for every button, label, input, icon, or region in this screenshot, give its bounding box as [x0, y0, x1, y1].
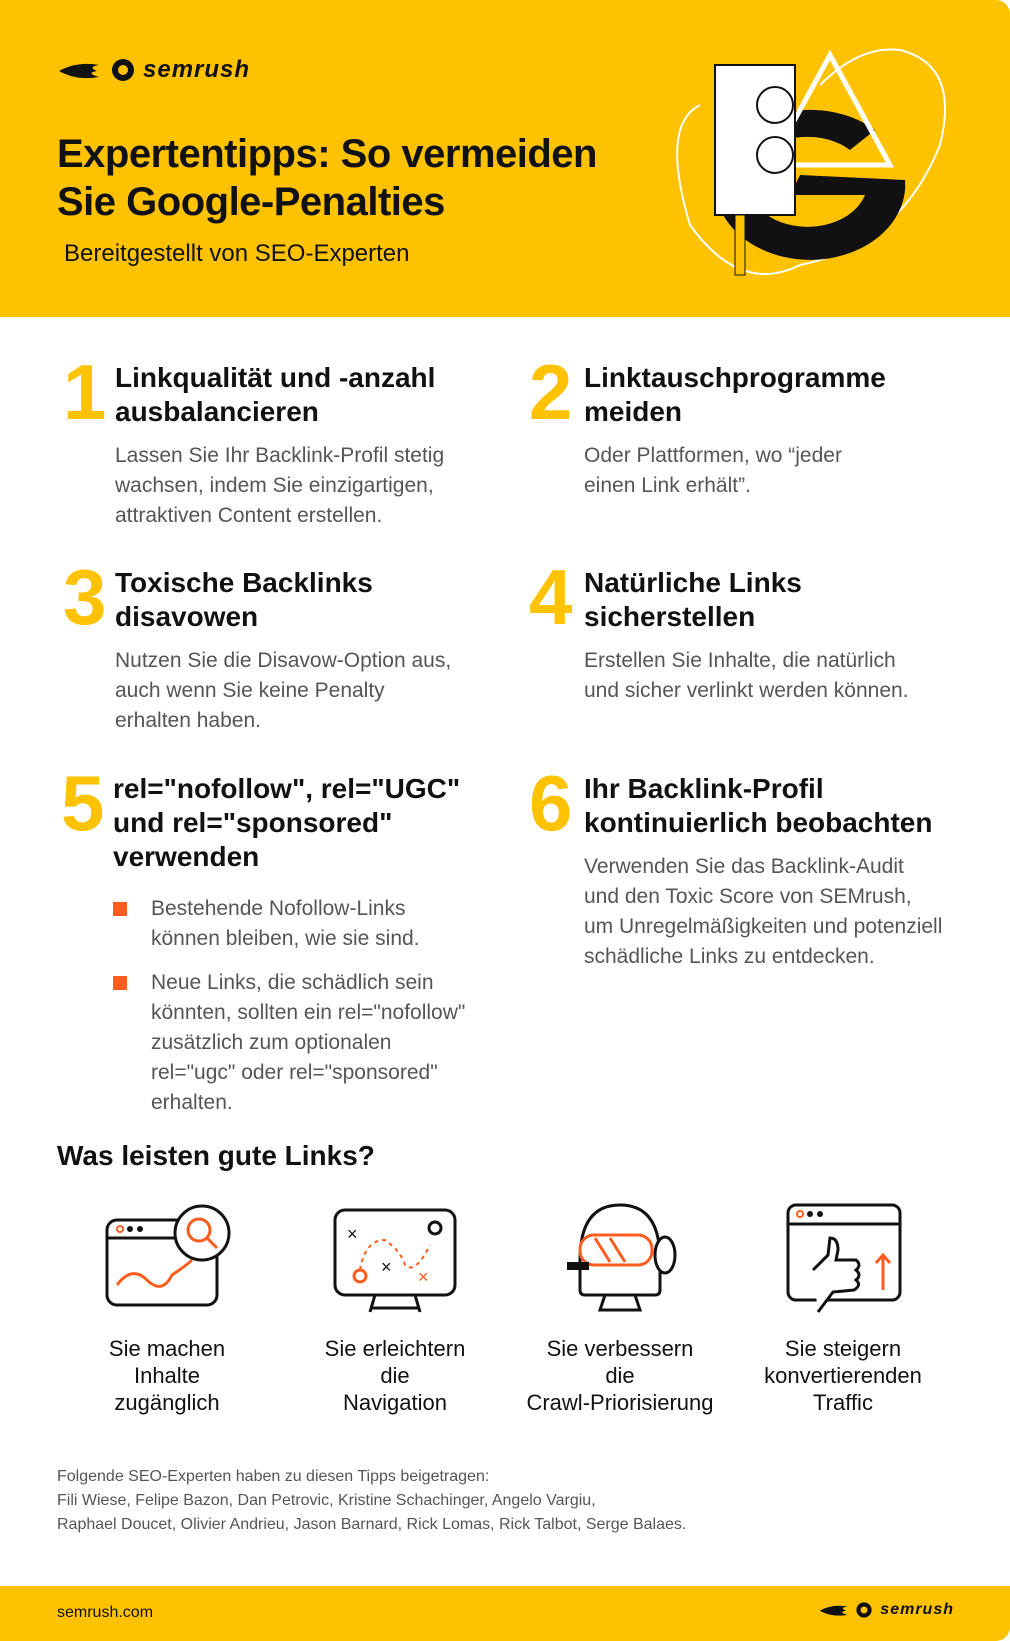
- tip-1: [63, 348, 483, 531]
- traffic-light-google-illustration: [660, 45, 960, 285]
- benefit-label: Sie verbessern die Crawl-Priorisierung: [526, 1336, 714, 1415]
- bullet-item: Neue Links, die schädlich sein könnten, sollten ein rel="nofollow" zusätzlich zum optionalen rel="ugc" oder rel="sponsored" erhalten.: [113, 968, 481, 1118]
- tip-number: 3: [63, 553, 107, 641]
- benefit-accessible: [57, 1200, 277, 1416]
- brand-name: semrush: [880, 1601, 954, 1618]
- flame-logo-icon: [818, 1601, 874, 1619]
- footer: [0, 1586, 1010, 1641]
- tip-title: Toxische Backlinks disavowen: [115, 567, 373, 632]
- map-board-icon: [330, 1200, 460, 1315]
- tip-title: Natürliche Links sicherstellen: [584, 567, 802, 632]
- semrush-logo[interactable]: [57, 56, 250, 84]
- tip-number: 5: [61, 759, 105, 847]
- benefit-label: Sie machen Inhalte zugänglich: [108, 1336, 226, 1415]
- benefit-crawl: [510, 1200, 730, 1416]
- benefits-title: Was leisten gute Links?: [57, 1140, 375, 1171]
- tip-body: Lassen Sie Ihr Backlink-Profil stetig wachsen, indem Sie einzigartigen, attraktiven Content erstellen.: [115, 444, 445, 527]
- browser-search-icon: [102, 1200, 232, 1315]
- svg-text:×: ×: [381, 1257, 392, 1277]
- flame-logo-icon: [57, 57, 137, 83]
- page-title: Expertentipps: So vermeiden Sie Google-Penalties: [57, 132, 597, 224]
- tip-4: [529, 553, 949, 706]
- benefit-traffic: [733, 1200, 953, 1416]
- bullet-square-icon: [113, 976, 127, 990]
- header-banner: [0, 0, 1010, 317]
- tip-body: Verwenden Sie das Backlink-Audit und den Toxic Score von SEMrush, um Unregelmäßigkeiten und potenziell schädliche Links zu entdecken.: [584, 855, 943, 968]
- tip-body: Nutzen Sie die Disavow-Option aus, auch wenn Sie keine Penalty erhalten haben.: [115, 649, 452, 732]
- tip-5: [61, 759, 481, 1118]
- tip-title: Linktauschprogramme meiden: [584, 362, 886, 427]
- tip-title: rel="nofollow", rel="UGC" und rel="sponsored" verwenden: [113, 773, 461, 872]
- tip-number: 6: [529, 759, 573, 847]
- bullet-item: Bestehende Nofollow-Links können bleiben, wie sie sind.: [113, 894, 481, 954]
- brand-name: semrush: [143, 56, 251, 83]
- tip-body: Erstellen Sie Inhalte, die natürlich und sicher verlinkt werden können.: [584, 649, 909, 702]
- tip-number: 2: [529, 348, 573, 436]
- tip-title: Ihr Backlink-Profil kontinuierlich beobachten: [584, 773, 933, 838]
- benefit-label: Sie steigern konvertierenden Traffic: [764, 1336, 922, 1415]
- tip-body: Oder Plattformen, wo “jeder einen Link erhält”.: [584, 444, 842, 497]
- footer-url-link[interactable]: semrush.com: [57, 1604, 154, 1621]
- benefit-navigation: [285, 1200, 505, 1416]
- tip-2: [529, 348, 949, 501]
- tip-number: 4: [529, 553, 573, 641]
- footer-semrush-logo[interactable]: [818, 1601, 954, 1619]
- bullet-square-icon: [113, 902, 127, 916]
- browser-thumbs-up-icon: [778, 1200, 908, 1315]
- robot-head-icon: [555, 1200, 685, 1315]
- svg-text:×: ×: [347, 1224, 358, 1244]
- tip-6: [529, 759, 969, 972]
- benefit-label: Sie erleichtern die Navigation: [324, 1336, 466, 1415]
- contributors-credits: Folgende SEO-Experten haben zu diesen Tipps beigetragen: Fili Wiese, Felipe Bazon, Dan Petrovic, Kristine Schachinger, Angelo Vargiu, Raphael Doucet, Olivier Andrieu, Jason Barnard, Rick Lomas, Rick Talbot, Serge Balaes.: [57, 1468, 687, 1533]
- tip-number: 1: [63, 348, 107, 436]
- svg-text:×: ×: [418, 1267, 429, 1287]
- tip-title: Linkqualität und -anzahl ausbalancieren: [115, 362, 436, 427]
- tip-3: [63, 553, 483, 736]
- page-subtitle: Bereitgestellt von SEO-Experten: [64, 240, 410, 267]
